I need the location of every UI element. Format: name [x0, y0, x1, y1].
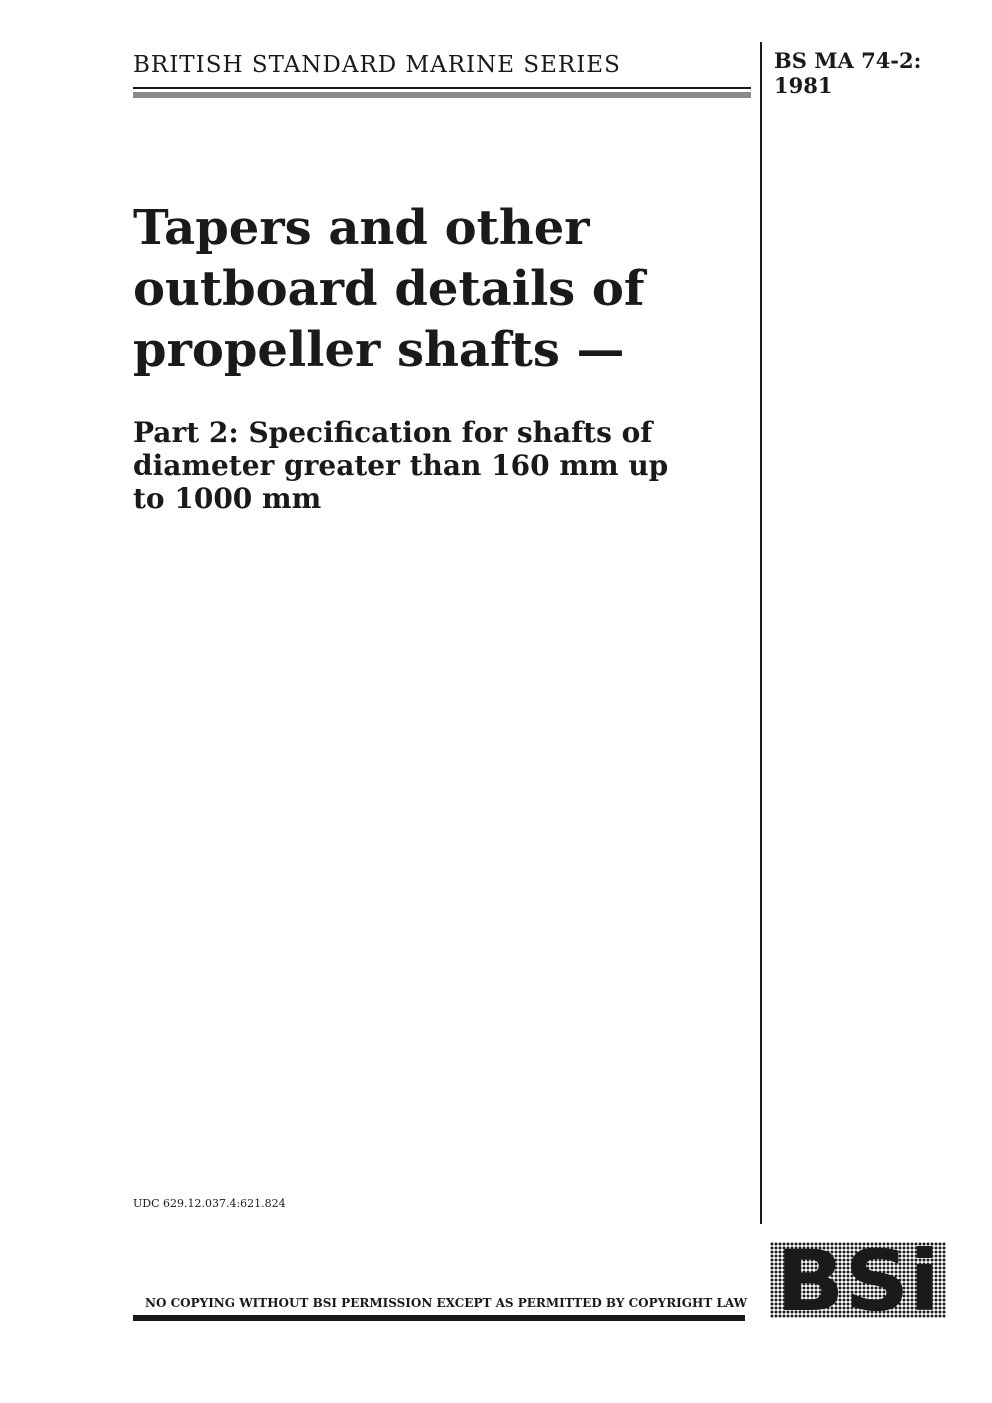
title-line: propeller shafts — [133, 322, 625, 378]
subtitle-line: Part 2: Specification for shafts of [133, 416, 653, 449]
header-rule-thick [133, 92, 751, 98]
footer-rule [133, 1315, 745, 1321]
series-heading: BRITISH STANDARD MARINE SERIES [133, 52, 621, 78]
udc-classification: UDC 629.12.037.4:621.824 [133, 1197, 286, 1210]
subtitle-line: diameter greater than 160 mm up [133, 449, 669, 482]
bsi-logo-icon [770, 1242, 946, 1318]
standard-code-number: BS MA 74-2: [774, 48, 922, 73]
copyright-notice: NO COPYING WITHOUT BSI PERMISSION EXCEPT AS PERMITTED BY COPYRIGHT LAW [145, 1296, 748, 1310]
document-subtitle [133, 416, 743, 515]
standard-code-year: 1981 [774, 73, 833, 98]
svg-text:BSi: BSi [776, 1242, 940, 1318]
title-line: Tapers and other [133, 200, 590, 256]
vertical-divider [760, 42, 762, 1224]
document-title [133, 198, 743, 381]
subtitle-line: to 1000 mm [133, 482, 322, 515]
standard-code [774, 48, 921, 98]
header-rule-thin [133, 87, 751, 89]
title-line: outboard details of [133, 261, 645, 317]
